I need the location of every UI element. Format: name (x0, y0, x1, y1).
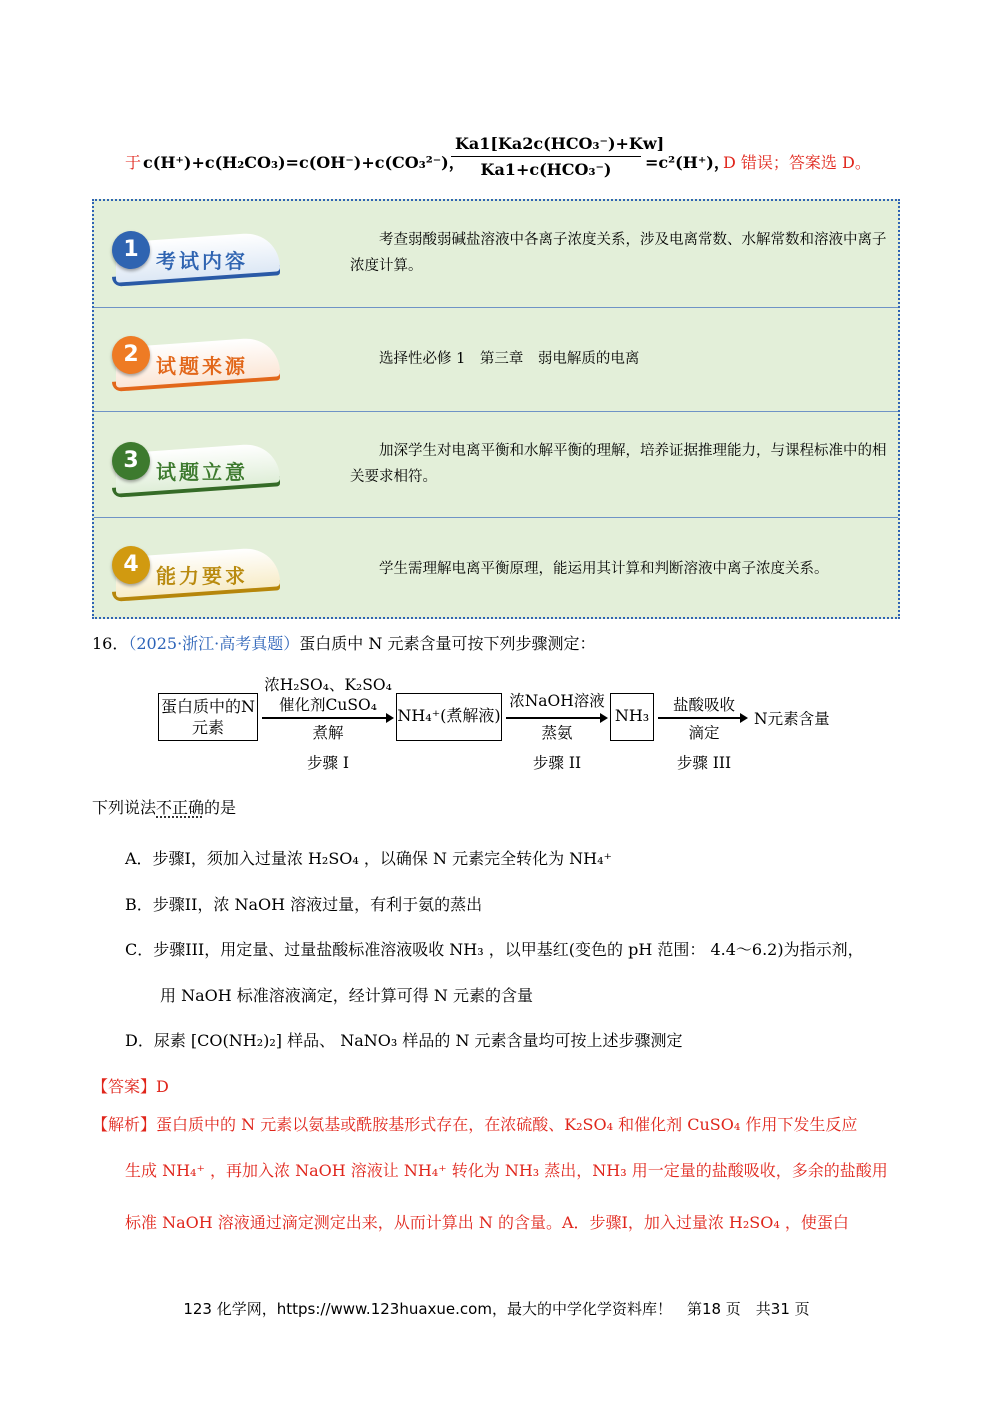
flow-box-ammonia: NH₃ (610, 693, 654, 741)
question-header (92, 631, 595, 654)
info-text: 考查弱酸弱碱盐溶液中各离子浓度关系，涉及电离常数、水解常数和溶液中离子浓度计算。 (350, 232, 887, 274)
question-prompt: 下列说法不正确的是 (92, 798, 237, 817)
flow-step1-reagents: 浓H₂SO₄、K₂SO₄ (264, 676, 392, 694)
fraction-numerator: Ka1[Ka2c(HCO₃⁻)+Kw] (451, 134, 641, 157)
info-badge-3 (108, 436, 286, 496)
flow-step3-reagent: 盐酸吸收 (672, 696, 735, 714)
flow-step1-catalyst: 催化剂CuSO₄ (279, 696, 377, 714)
question-info-box (92, 199, 900, 619)
info-row-source (94, 307, 898, 411)
flow-step-label-1: 步骤 I (306, 754, 350, 772)
flow-step-label-2: 步骤 II (532, 754, 582, 772)
info-badge-2 (108, 330, 286, 390)
info-text: 选择性必修 1 第三章 弱电解质的电离 (379, 351, 640, 367)
question-source: （2025·浙江·高考真题） (128, 634, 300, 653)
answer-value: D (156, 1077, 169, 1096)
page-footer: 123 化学网，https://www.123huaxue.com，最大的中学化学资料库！ 第18 页 共31 页 (183, 1300, 810, 1318)
badge-label: 考试内容 (156, 249, 248, 273)
analysis-line-3: 标准 NaOH 溶液通过滴定测定出来，从而计算出 N 的含量。A．步骤I，加入过量浓 H₂SO₄ ，使蛋白 (125, 1213, 849, 1232)
procedure-flow-diagram (158, 673, 858, 773)
flow-step2-action: 蒸氨 (541, 724, 573, 742)
info-badge-4 (108, 540, 286, 600)
flow-arrow-3 (658, 717, 746, 719)
answer-line (92, 1074, 169, 1097)
badge-number: 1 (112, 231, 150, 269)
flow-step1-action: 煮解 (312, 724, 344, 742)
option-d: D．尿素 [CO(NH₂)₂] 样品、 NaNO₃ 样品的 N 元素含量均可按上述步骤测定 (125, 1031, 683, 1050)
emphasis-not-correct: 不正确 (156, 798, 205, 817)
fraction-denominator: Ka1+c(HCO₃⁻) (480, 160, 612, 179)
answer-label: 【答案】 (92, 1077, 157, 1096)
flow-box-protein-n: 蛋白质中的N元素 (158, 693, 258, 741)
badge-number: 4 (112, 546, 150, 584)
option-c-continued: 用 NaOH 标准溶液滴定，经计算可得 N 元素的含量 (160, 986, 533, 1005)
option-c: C．步骤III，用定量、过量盐酸标准溶液吸收 NH₃ ，以甲基红(变色的 pH 范围： 4.4～6.2)为指示剂， (125, 940, 864, 959)
flow-end-result: N元素含量 (754, 710, 830, 728)
info-row-exam-content (94, 201, 898, 307)
info-row-ability (94, 517, 898, 617)
formula-prefix: 于 (125, 153, 142, 172)
question-stem: 蛋白质中 N 元素含量可按下列步骤测定： (299, 634, 596, 653)
question-number: 16． (92, 634, 129, 653)
badge-label: 能力要求 (156, 564, 248, 588)
option-b: B．步骤II，浓 NaOH 溶液过量，有利于氨的蒸出 (125, 895, 483, 914)
badge-label: 试题立意 (156, 460, 248, 484)
badge-number: 2 (112, 336, 150, 374)
analysis-label: 【解析】 (92, 1115, 157, 1134)
info-text: 学生需理解电离平衡原理，能运用其计算和判断溶液中离子浓度关系。 (379, 561, 829, 577)
info-badge-1 (108, 225, 286, 285)
charge-balance-equation: c(H⁺)+c(H₂CO₃)=c(OH⁻)+c(CO₃²⁻)， (143, 153, 465, 172)
flow-box-ammonium: NH₄⁺(煮解液) (396, 693, 502, 741)
info-row-intent (94, 411, 898, 517)
info-text: 加深学生对电离平衡和水解平衡的理解，培养证据推理能力，与课程标准中的相关要求相符。 (350, 443, 887, 485)
flow-arrow-2 (506, 717, 606, 719)
analysis-line-2: 生成 NH₄⁺ ，再加入浓 NaOH 溶液让 NH₄⁺ 转化为 NH₃ 蒸出，NH₃ 用一定量的盐酸吸收，多余的盐酸用 (125, 1161, 888, 1180)
flow-step2-reagent: 浓NaOH溶液 (509, 692, 605, 710)
badge-number: 3 (112, 442, 150, 480)
flow-arrow-1 (262, 717, 392, 719)
formula-conclusion: D 错误；答案选 D。 (723, 153, 871, 172)
flow-step3-action: 滴定 (688, 724, 720, 742)
fraction-expression (451, 134, 665, 179)
flow-step-label-3: 步骤 III (676, 754, 732, 772)
badge-label: 试题来源 (156, 354, 248, 378)
fraction-result: =c²(H⁺)， (645, 153, 730, 172)
formula-line (125, 134, 885, 188)
option-a: A．步骤I，须加入过量浓 H₂SO₄ ，以确保 N 元素完全转化为 NH₄⁺ (125, 849, 612, 868)
analysis-line-1: 【解析】蛋白质中的 N 元素以氨基或酰胺基形式存在，在浓硫酸、K₂SO₄ 和催化剂 CuSO₄ 作用下发生反应 (92, 1115, 858, 1134)
